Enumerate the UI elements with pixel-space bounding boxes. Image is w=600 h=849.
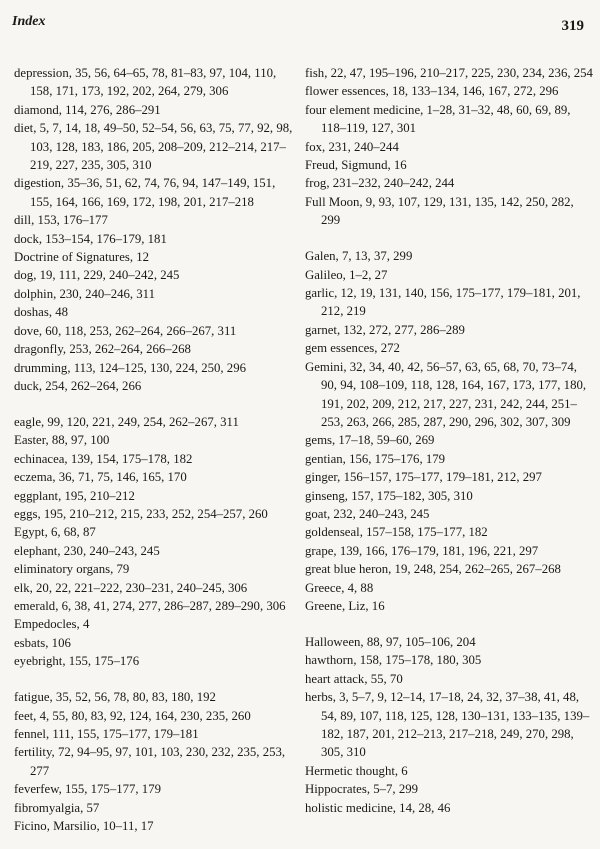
index-entry: ginseng, 157, 175–182, 305, 310: [305, 488, 473, 503]
index-entry: dragonfly, 253, 262–264, 266–268: [14, 342, 191, 357]
index-entry: flower essences, 18, 133–134, 146, 167, 272, 296: [305, 84, 559, 99]
index-entry: fibromyalgia, 57: [14, 800, 100, 815]
page-number: 319: [561, 18, 584, 34]
index-entry: depression, 35, 56, 64–65, 78, 81–83, 97, 104, 110, 158, 171, 173, 192, 202, 264, 279, 306: [14, 66, 277, 99]
index-entry: Greene, Liz, 16: [305, 598, 385, 613]
index-entry: ginger, 156–157, 175–177, 179–181, 212, 297: [305, 470, 542, 485]
index-entry: Egypt, 6, 68, 87: [14, 525, 96, 540]
index-entry: feverfew, 155, 175–177, 179: [14, 782, 162, 797]
index-entry: fennel, 111, 155, 175–177, 179–181: [14, 727, 199, 741]
page-header: [12, 10, 584, 40]
index-entry: digestion, 35–36, 51, 62, 74, 76, 94, 147–149, 151, 155, 164, 166, 169, 172, 198, 201, 217–218: [14, 176, 276, 209]
index-entry: garlic, 12, 19, 131, 140, 156, 175–177, 179–181, 201, 212, 219: [305, 286, 581, 319]
index-entry: goat, 232, 240–243, 245: [305, 506, 430, 521]
index-entry: Hippocrates, 5–7, 299: [305, 782, 419, 797]
index-entry: dock, 153–154, 176–179, 181: [14, 231, 167, 246]
index-entry: echinacea, 139, 154, 175–178, 182: [14, 451, 193, 466]
index-entry: eczema, 36, 71, 75, 146, 165, 170: [14, 470, 187, 485]
letter-group-gap: [14, 395, 296, 413]
index-entry: elephant, 230, 240–243, 245: [14, 543, 160, 558]
index-entry: fish, 22, 47, 195–196, 210–217, 225, 230, 234, 236, 254: [305, 66, 593, 80]
index-entry: four element medicine, 1–28, 31–32, 48, 60, 69, 89, 118–119, 127, 301: [305, 102, 571, 136]
index-entry: Doctrine of Signatures, 12: [14, 250, 150, 265]
index-entry: dove, 60, 118, 253, 262–264, 266–267, 311: [14, 323, 237, 338]
index-entry: hawthorn, 158, 175–178, 180, 305: [305, 653, 482, 668]
index-entry: fatigue, 35, 52, 56, 78, 80, 83, 180, 192: [14, 690, 216, 705]
index-entry: fertility, 72, 94–95, 97, 101, 103, 230, 232, 235, 253, 277: [14, 745, 286, 778]
index-entry: Hermetic thought, 6: [305, 763, 408, 778]
letter-group-gap: [305, 615, 595, 633]
index-entry: esbats, 106: [14, 635, 71, 650]
index-entry: eagle, 99, 120, 221, 249, 254, 262–267, 311: [14, 414, 239, 429]
index-entry: drumming, 113, 124–125, 130, 224, 250, 296: [14, 360, 246, 375]
index-entry: diamond, 114, 276, 286–291: [14, 102, 161, 117]
index-entry: Galen, 7, 13, 37, 299: [305, 249, 413, 264]
index-entry: Freud, Sigmund, 16: [305, 158, 407, 173]
index-entry: doshas, 48: [14, 305, 69, 320]
index-entry: gentian, 156, 175–176, 179: [305, 451, 446, 466]
letter-group-gap: [14, 671, 296, 689]
index-entry: heart attack, 55, 70: [305, 671, 403, 686]
letter-group-gap: [305, 230, 595, 248]
index-entry: gems, 17–18, 59–60, 269: [305, 433, 435, 448]
index-entry: Gemini, 32, 34, 40, 42, 56–57, 63, 65, 68, 70, 73–74, 90, 94, 108–109, 118, 128, 164, 167, 173, 177, 180, 191, 202, 209, 212, 217, 227, 231, 242, 244, 251–253, 263, 266, 285, 287, 290, 296, 302, 307, 309: [305, 359, 587, 429]
index-entry: eggs, 195, 210–212, 215, 233, 252, 254–257, 260: [14, 506, 268, 521]
index-entry: holistic medicine, 14, 28, 46: [305, 800, 451, 815]
index-entry: feet, 4, 55, 80, 83, 92, 124, 164, 230, 235, 260: [14, 708, 251, 723]
index-entry: dolphin, 230, 240–246, 311: [14, 286, 156, 301]
index-column-left: [14, 64, 296, 835]
index-entry: grape, 139, 166, 176–179, 181, 196, 221, 297: [305, 543, 539, 558]
index-entry: Halloween, 88, 97, 105–106, 204: [305, 634, 476, 649]
index-entry: dill, 153, 176–177: [14, 213, 108, 228]
index-entry: elk, 20, 22, 221–222, 230–231, 240–245, 306: [14, 580, 248, 595]
index-entry: Full Moon, 9, 93, 107, 129, 131, 135, 142, 250, 282, 299: [305, 194, 574, 228]
index-entry: emerald, 6, 38, 41, 274, 277, 286–287, 289–290, 306: [14, 598, 286, 613]
index-entry: Greece, 4, 88: [305, 580, 374, 595]
index-entry: great blue heron, 19, 248, 254, 262–265, 267–268: [305, 562, 561, 577]
index-entry: Easter, 88, 97, 100: [14, 433, 110, 448]
running-head: Index: [12, 14, 46, 29]
index-entry: eggplant, 195, 210–212: [14, 488, 135, 503]
index-entry: frog, 231–232, 240–242, 244: [305, 176, 455, 191]
index-entry: garnet, 132, 272, 277, 286–289: [305, 322, 465, 337]
index-entry: eliminatory organs, 79: [14, 562, 130, 577]
index-entry: Galileo, 1–2, 27: [305, 267, 388, 282]
index-entry: duck, 254, 262–264, 266: [14, 378, 142, 393]
index-entry: gem essences, 272: [305, 341, 400, 356]
index-entry: fox, 231, 240–244: [305, 139, 399, 154]
index-column-right: [305, 64, 595, 817]
index-entry: herbs, 3, 5–7, 9, 12–14, 17–18, 24, 32, 37–38, 41, 48, 54, 89, 107, 118, 125, 128, 130–131, 133–135, 139–182, 187, 201, 212–213, 217–218, 249, 270, 298, 305, 310: [305, 690, 590, 760]
index-entry: goldenseal, 157–158, 175–177, 182: [305, 525, 488, 540]
index-entry: dog, 19, 111, 229, 240–242, 245: [14, 268, 180, 283]
index-entry: Ficino, Marsilio, 10–11, 17: [14, 819, 154, 834]
index-entry: Empedocles, 4: [14, 617, 90, 632]
index-entry: eyebright, 155, 175–176: [14, 654, 140, 669]
index-entry: diet, 5, 7, 14, 18, 49–50, 52–54, 56, 63, 75, 77, 92, 98, 103, 128, 183, 186, 205, 208–209, 212–214, 217–219, 227, 235, 305, 310: [14, 121, 293, 173]
